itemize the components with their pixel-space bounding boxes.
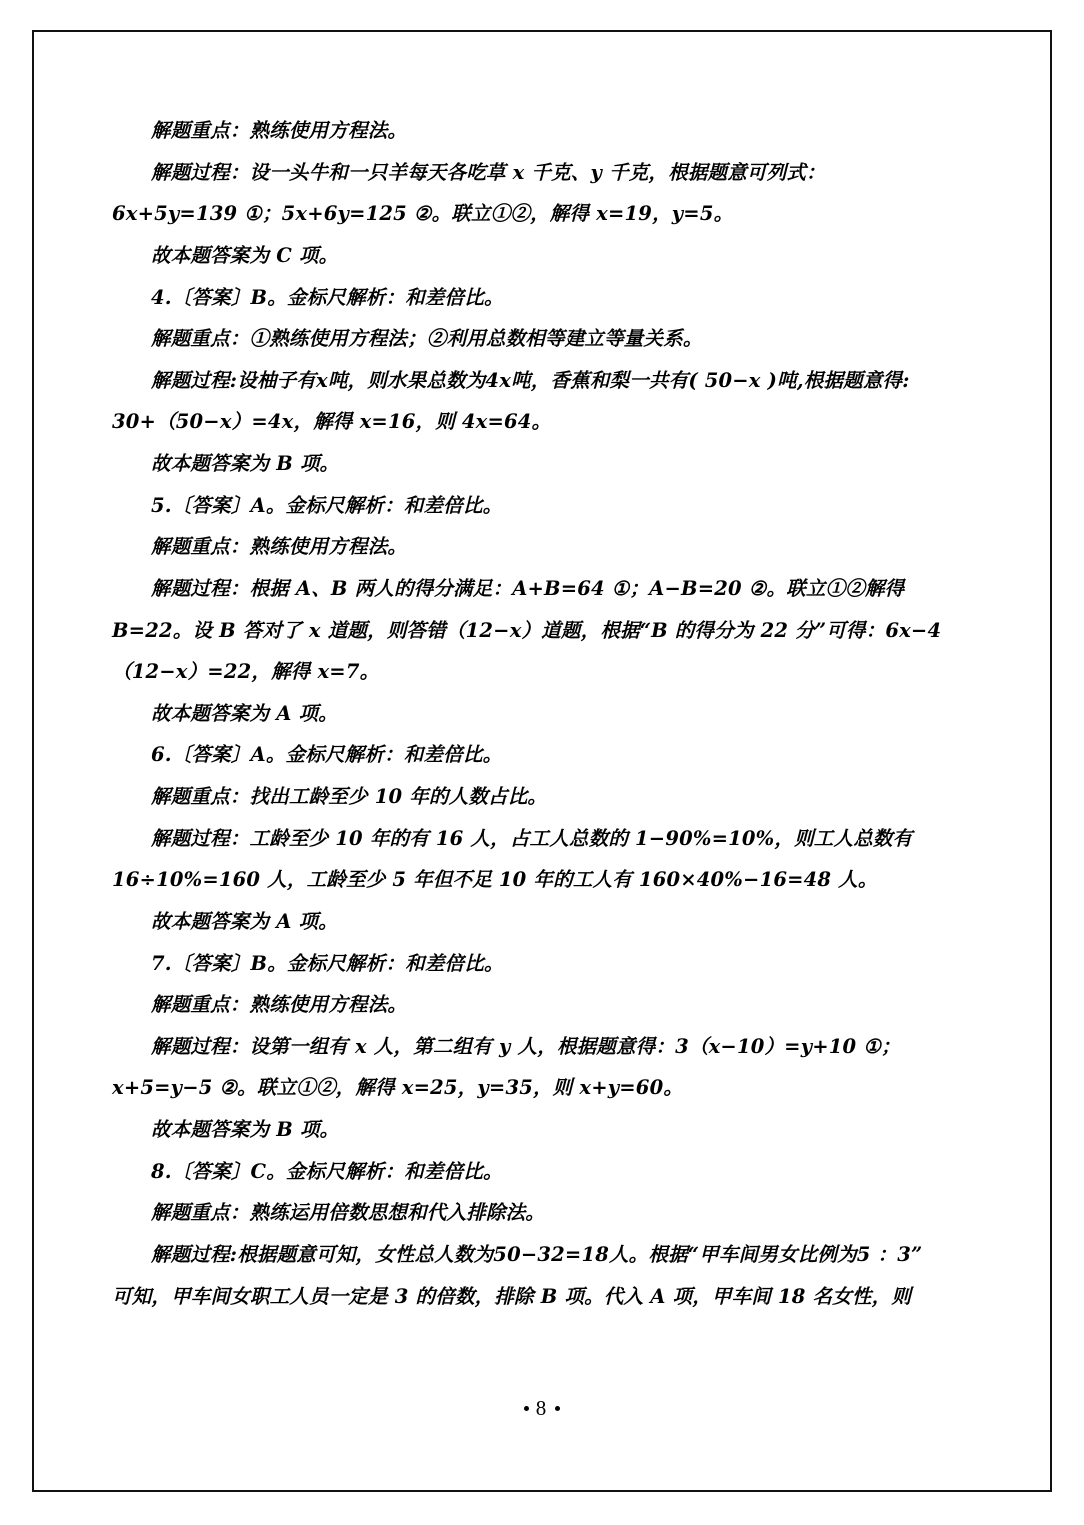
page-content <box>112 112 974 1319</box>
paragraph: 解题重点：①熟练使用方程法；②利用总数相等建立等量关系。 <box>151 327 703 351</box>
paragraph: 解题过程:设柚子有x吨，则水果总数为4x吨，香蕉和梨一共有( 50−x )吨,根据题意得: <box>151 368 910 392</box>
paragraph: x+5=y−5 ②。联立①②，解得 x=25，y=35，则 x+y=60。 <box>112 1076 684 1100</box>
paragraph: 解题重点：熟练使用方程法。 <box>151 119 408 142</box>
paragraph: （12−x）=22，解得 x=7。 <box>112 660 380 684</box>
paragraph: 故本题答案为 A 项。 <box>151 909 338 933</box>
paragraph: 可知，甲车间女职工人员一定是 3 的倍数，排除 B 项。代入 A 项，甲车间 18 名女性，则 <box>112 1284 912 1308</box>
paragraph: 解题重点：熟练使用方程法。 <box>151 993 408 1017</box>
paragraph: B=22。设 B 答对了 x 道题，则答错（12−x）道题，根据“B 的得分为 22 分”可得：6x−4 <box>112 618 942 642</box>
paragraph: 解题过程:根据题意可知，女性总人数为50−32=18人。根据“甲车间男女比例为5 ：3” <box>151 1242 923 1266</box>
paragraph: 解题过程：设第一组有 x 人，第二组有 y 人，根据题意得：3（x−10）=y+10 ①； <box>151 1034 901 1058</box>
paragraph: 6x+5y=139 ①；5x+6y=125 ②。联立①②，解得 x=19，y=5。 <box>112 202 734 226</box>
paragraph: 故本题答案为 B 项。 <box>151 1118 340 1141</box>
footer-dot-left-icon <box>524 1406 529 1411</box>
paragraph: 16÷10%=160 人，工龄至少 5 年但不足 10 年的工人有 160×40%−16=48 人。 <box>112 868 878 892</box>
paragraph: 故本题答案为 C 项。 <box>151 243 339 267</box>
paragraph: 解题过程：设一头牛和一只羊每天各吃草 x 千克、y 千克，根据题意可列式： <box>151 160 826 184</box>
paragraph: 故本题答案为 B 项。 <box>151 452 340 475</box>
answer-heading: 6.〔答案〕A。金标尺解析：和差倍比。 <box>151 743 503 767</box>
answer-heading: 8.〔答案〕C。金标尺解析：和差倍比。 <box>151 1159 503 1183</box>
answer-heading: 5.〔答案〕A。金标尺解析：和差倍比。 <box>151 493 503 517</box>
paragraph: 解题过程：根据 A、B 两人的得分满足：A+B=64 ①；A−B=20 ②。联立①②解得 <box>151 576 905 600</box>
paragraph: 故本题答案为 A 项。 <box>151 701 338 725</box>
answer-heading: 7.〔答案〕B。金标尺解析：和差倍比。 <box>151 951 504 975</box>
paragraph: 解题过程：工龄至少 10 年的有 16 人，占工人总数的 1−90%=10%，则工人总数有 <box>151 826 913 850</box>
answer-heading: 4.〔答案〕B。金标尺解析：和差倍比。 <box>151 285 504 309</box>
paragraph: 解题重点：熟练使用方程法。 <box>151 535 408 559</box>
paragraph: 30+（50−x）=4x，解得 x=16，则 4x=64。 <box>112 410 552 434</box>
page-number: 8 <box>535 1396 549 1420</box>
paragraph: 解题重点：找出工龄至少 10 年的人数占比。 <box>151 785 548 808</box>
paragraph: 解题重点：熟练运用倍数思想和代入排除法。 <box>151 1201 546 1225</box>
footer-dot-right-icon <box>555 1406 560 1411</box>
page-footer <box>0 1396 1084 1421</box>
